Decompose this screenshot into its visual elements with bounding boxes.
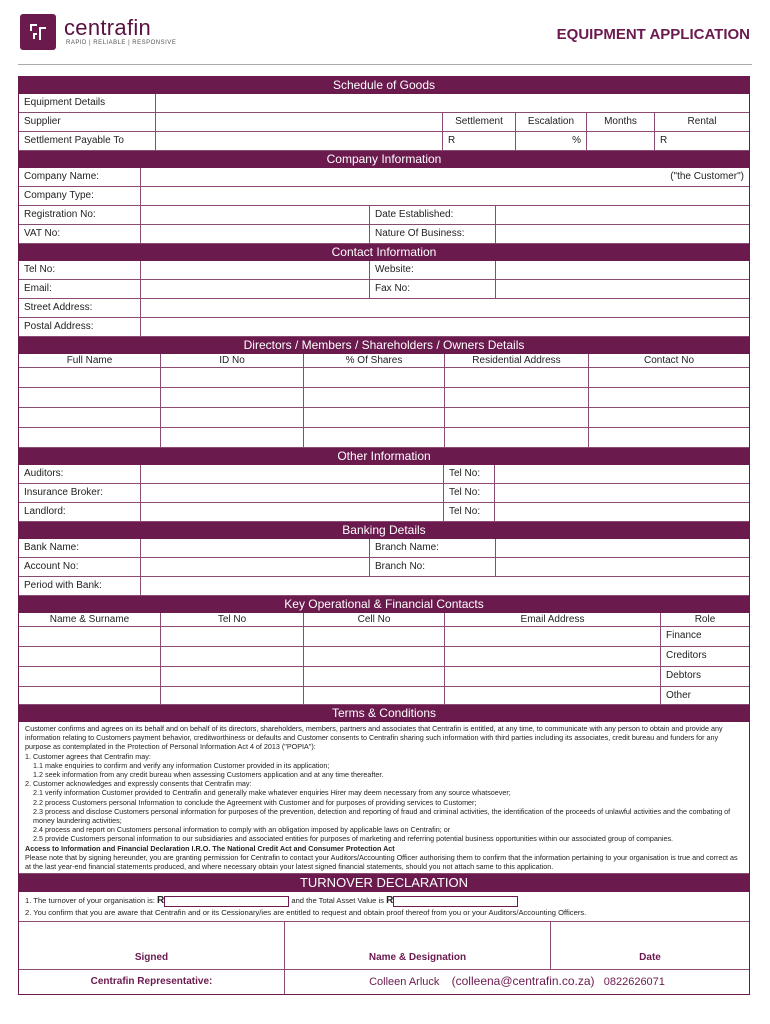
- contact-email-field[interactable]: [445, 627, 661, 646]
- application-form: [18, 76, 750, 995]
- table-row: [19, 388, 749, 408]
- account-no-field[interactable]: [141, 558, 370, 576]
- signed-label: Signed: [134, 952, 169, 964]
- table-row: [19, 627, 749, 647]
- branch-no-field[interactable]: [496, 558, 749, 576]
- contact-name-field[interactable]: [19, 687, 161, 704]
- signed-field[interactable]: [19, 922, 285, 969]
- auditors-tel-label: Tel No:: [444, 465, 495, 483]
- table-row: [19, 647, 749, 667]
- table-row: [19, 687, 749, 705]
- col-residential-address: Residential Address: [445, 354, 589, 367]
- director-id-field[interactable]: [161, 408, 304, 427]
- auditors-tel-field[interactable]: [495, 465, 749, 483]
- auditors-field[interactable]: [141, 465, 444, 483]
- company-type-field[interactable]: [141, 187, 749, 205]
- terms-clause-1-1: 1.1 make enquiries to confirm and verify any information Customer provided in its application;: [33, 760, 330, 770]
- section-directors: Directors / Members / Shareholders / Owners Details: [19, 337, 749, 354]
- rental-field[interactable]: R: [660, 135, 668, 146]
- section-schedule-of-goods: Schedule of Goods: [19, 77, 749, 94]
- bank-name-field[interactable]: [141, 539, 370, 557]
- contact-email-field[interactable]: [445, 647, 661, 666]
- postal-row: [19, 318, 749, 337]
- nature-of-business-label: Nature Of Business:: [370, 225, 496, 243]
- brand-tagline: RAPID | RELIABLE | RESPONSIVE: [66, 40, 177, 46]
- branch-name-field[interactable]: [496, 539, 749, 557]
- asset-value-label: and the Total Asset Value is: [291, 896, 384, 906]
- director-name-field[interactable]: [19, 408, 161, 427]
- date-label: Date: [639, 952, 661, 964]
- turnover-line-1: [25, 895, 743, 907]
- company-name-row: [19, 168, 749, 187]
- access-title: Access to Information and Financial Declaration I.R.O. The National Credit Act and Consumer Protection Act: [25, 843, 395, 853]
- company-name-field[interactable]: ("the Customer"): [670, 171, 744, 182]
- registration-field[interactable]: [141, 206, 370, 224]
- company-type-label: Company Type:: [19, 187, 141, 205]
- months-header: Months: [587, 113, 655, 131]
- terms-text: [19, 722, 749, 874]
- contact-email-field[interactable]: [445, 667, 661, 686]
- signature-row: [19, 922, 749, 970]
- street-label: Street Address:: [19, 299, 141, 317]
- bank-row: [19, 539, 749, 558]
- contact-tel-field[interactable]: [161, 647, 304, 666]
- contact-tel-field[interactable]: [161, 687, 304, 704]
- supplier-row: [19, 113, 749, 132]
- landlord-label: Landlord:: [19, 503, 141, 521]
- email-field[interactable]: [141, 280, 370, 298]
- section-contact-information: Contact Information: [19, 244, 749, 261]
- fax-label: Fax No:: [370, 280, 496, 298]
- terms-clause-2-2: 2.2 process Customers personal Information to conclude the Agreement with Customer and for purposes of providing services to Customer;: [33, 797, 477, 807]
- settlement-header: Settlement: [443, 113, 516, 131]
- director-shares-field[interactable]: [304, 368, 445, 387]
- col-id-no: ID No: [161, 354, 304, 367]
- col-email-address: Email Address: [445, 613, 661, 626]
- col-cell-no: Cell No: [304, 613, 445, 626]
- escalation-field[interactable]: %: [516, 132, 587, 150]
- representative-email: (colleena@centrafin.co.za): [451, 974, 595, 989]
- period-field[interactable]: [141, 577, 749, 595]
- contact-cell-field[interactable]: [304, 627, 445, 646]
- landlord-tel-label: Tel No:: [444, 503, 495, 521]
- email-label: Email:: [19, 280, 141, 298]
- vat-field[interactable]: [141, 225, 370, 243]
- representative-phone: 0822626071: [603, 976, 665, 989]
- director-shares-field[interactable]: [304, 428, 445, 447]
- company-name-label: Company Name:: [19, 168, 141, 186]
- director-contact-field[interactable]: [589, 408, 749, 427]
- director-shares-field[interactable]: [304, 388, 445, 407]
- brand-logo: [20, 14, 56, 50]
- table-row: [19, 368, 749, 388]
- contact-name-field[interactable]: [19, 647, 161, 666]
- supplier-label: Supplier: [19, 113, 156, 131]
- auditors-label: Auditors:: [19, 465, 141, 483]
- rental-header: Rental: [687, 116, 717, 127]
- contact-tel-field[interactable]: [161, 667, 304, 686]
- contact-name-field[interactable]: [19, 627, 161, 646]
- table-row: [19, 408, 749, 428]
- role-other: Other: [666, 690, 692, 701]
- director-name-field[interactable]: [19, 368, 161, 387]
- vat-label: VAT No:: [19, 225, 141, 243]
- broker-field[interactable]: [141, 484, 444, 502]
- table-row: [19, 667, 749, 687]
- terms-clause-2-3: 2.3 process and disclose Customers personal information for purposes of the prevention, detection and reporting of fraud and criminal activities, the identification of the proceeds of unlawful activities and the combating of money laundering activities;: [33, 806, 731, 826]
- street-field[interactable]: [141, 299, 749, 317]
- tel-label: Tel No:: [19, 261, 141, 279]
- landlord-tel-field[interactable]: [495, 503, 749, 521]
- representative-label: Centrafin Representative:: [19, 970, 285, 994]
- branch-no-label: Branch No:: [370, 558, 496, 576]
- nature-of-business-field[interactable]: [496, 225, 749, 243]
- postal-field[interactable]: [141, 318, 749, 336]
- director-address-field[interactable]: [445, 408, 589, 427]
- header-divider: [18, 64, 752, 65]
- registration-row: [19, 206, 749, 225]
- role-debtors: Debtors: [666, 670, 702, 681]
- date-field[interactable]: [551, 922, 749, 969]
- turnover-input[interactable]: [164, 896, 289, 907]
- supplier-field[interactable]: [156, 113, 443, 131]
- section-company-information: Company Information: [19, 151, 749, 168]
- website-field[interactable]: [496, 261, 749, 279]
- section-banking-details: Banking Details: [19, 522, 749, 539]
- page-title: EQUIPMENT APPLICATION: [556, 26, 750, 43]
- col-shares: % Of Shares: [304, 354, 445, 367]
- bank-name-label: Bank Name:: [19, 539, 141, 557]
- landlord-row: [19, 503, 749, 522]
- settlement-amount-field[interactable]: R: [443, 132, 516, 150]
- escalation-header: Escalation: [516, 113, 587, 131]
- date-established-field[interactable]: [496, 206, 749, 224]
- contact-name-field[interactable]: [19, 667, 161, 686]
- director-contact-field[interactable]: [589, 388, 749, 407]
- auditors-row: [19, 465, 749, 484]
- role-finance: Finance: [666, 630, 702, 641]
- turnover-label: 1. The turnover of your organisation is:: [25, 896, 155, 906]
- date-established-label: Date Established:: [370, 206, 496, 224]
- section-turnover: TURNOVER DECLARATION: [19, 874, 749, 892]
- contact-tel-field[interactable]: [161, 627, 304, 646]
- representative-name: Colleen Arluck: [369, 976, 440, 989]
- access-text: Please note that by signing hereunder, you are granting permission for Centrafin to contact your Auditors/Accounting Officer authorising them to confirm that the information pertaining to your organisation is true and correct as at the last year-end financial statements produced, and where necessary obtain your latest signed financial statements, should you not attach same to this application.: [25, 852, 738, 872]
- director-address-field[interactable]: [445, 368, 589, 387]
- table-row: [19, 428, 749, 448]
- turnover-currency: R: [157, 895, 165, 907]
- account-no-label: Account No:: [19, 558, 141, 576]
- account-row: [19, 558, 749, 577]
- settlement-payable-label: Settlement Payable To: [19, 132, 156, 150]
- tel-row: [19, 261, 749, 280]
- broker-tel-label: Tel No:: [444, 484, 495, 502]
- email-row: [19, 280, 749, 299]
- director-name-field[interactable]: [19, 388, 161, 407]
- director-id-field[interactable]: [161, 368, 304, 387]
- col-contact-no: Contact No: [643, 355, 695, 366]
- representative-details: [285, 970, 749, 994]
- director-address-field[interactable]: [445, 388, 589, 407]
- contact-cell-field[interactable]: [304, 667, 445, 686]
- terms-clause-1: 1. Customer agrees that Centrafin may:: [25, 751, 151, 761]
- terms-clause-2-1: 2.1 verify information Customer provided to Centrafin and generally make whatever enquiries Hirer may deem necessary from any source whatsoever;: [33, 788, 511, 798]
- director-shares-field[interactable]: [304, 408, 445, 427]
- name-designation-label: Name & Designation: [368, 952, 467, 964]
- terms-clause-2-5: 2.5 provide Customers personal information to our subsidiaries and associated entities for purposes of marketing and referring potential business opportunities within our associated group of companies.: [33, 834, 674, 844]
- turnover-text: [19, 892, 749, 922]
- fax-field[interactable]: [496, 280, 749, 298]
- role-creditors: Creditors: [666, 650, 707, 661]
- col-role: Role: [694, 614, 716, 625]
- settlement-payable-field[interactable]: [156, 132, 443, 150]
- terms-intro: Customer confirms and agrees on its behalf and on behalf of its directors, shareholders, members, partners and associates that Centrafin is entitled, at any time, to communicate with any person to obtain and provide any information relating to Customers payment behavior, creditworthiness or defaults and Customer consents to Centrafin sharing such information with third parties including its associates, credit bureau and funders for any purpose as contemplated in the Protection of Personal Information Act 4 of 2013 ("POPIA"):: [25, 724, 723, 752]
- directors-header-row: [19, 354, 749, 368]
- section-other-information: Other Information: [19, 448, 749, 465]
- period-row: [19, 577, 749, 596]
- brand-name: centrafin: [64, 15, 152, 40]
- col-tel-no: Tel No: [161, 613, 304, 626]
- contact-cell-field[interactable]: [304, 647, 445, 666]
- logo-mark-icon: [26, 20, 50, 44]
- terms-clause-1-2: 1.2 seek information from any credit bureau when assessing Customers application and at any time thereafter.: [33, 770, 384, 780]
- section-terms: Terms & Conditions: [19, 705, 749, 722]
- terms-clause-2-4: 2.4 process and report on Customers personal information to comply with an obligation imposed by applicable laws on Centrafin; or: [33, 825, 451, 835]
- turnover-line-2: 2. You confirm that you are aware that Centrafin and or its Cessionary/ies are entitled to request and obtain proof thereof from you or your Auditors/Accounting Officers.: [25, 908, 587, 918]
- terms-clause-2: 2. Customer acknowledges and expressly consents that Centrafin may:: [25, 779, 252, 789]
- equipment-details-label: Equipment Details: [19, 94, 156, 112]
- director-contact-field[interactable]: [589, 368, 749, 387]
- name-designation-field[interactable]: [285, 922, 551, 969]
- equipment-details-row: [19, 94, 749, 113]
- asset-value-input[interactable]: [393, 896, 518, 907]
- contact-email-field[interactable]: [445, 687, 661, 704]
- director-name-field[interactable]: [19, 428, 161, 447]
- col-name-surname: Name & Surname: [19, 613, 161, 626]
- equipment-details-field[interactable]: [156, 94, 749, 112]
- key-contacts-header-row: [19, 613, 749, 627]
- director-address-field[interactable]: [445, 428, 589, 447]
- broker-label: Insurance Broker:: [19, 484, 141, 502]
- contact-cell-field[interactable]: [304, 687, 445, 704]
- director-contact-field[interactable]: [589, 428, 749, 447]
- street-row: [19, 299, 749, 318]
- landlord-field[interactable]: [141, 503, 444, 521]
- website-label: Website:: [370, 261, 496, 279]
- settlement-payable-row: [19, 132, 749, 151]
- col-full-name: Full Name: [19, 354, 161, 367]
- section-key-contacts: Key Operational & Financial Contacts: [19, 596, 749, 613]
- period-label: Period with Bank:: [19, 577, 141, 595]
- director-id-field[interactable]: [161, 428, 304, 447]
- company-type-row: [19, 187, 749, 206]
- registration-label: Registration No:: [19, 206, 141, 224]
- postal-label: Postal Address:: [19, 318, 141, 336]
- broker-tel-field[interactable]: [495, 484, 749, 502]
- broker-row: [19, 484, 749, 503]
- branch-name-label: Branch Name:: [370, 539, 496, 557]
- asset-value-currency: R: [386, 895, 394, 907]
- months-field[interactable]: [587, 132, 655, 150]
- representative-row: [19, 970, 749, 994]
- vat-row: [19, 225, 749, 244]
- director-id-field[interactable]: [161, 388, 304, 407]
- tel-field[interactable]: [141, 261, 370, 279]
